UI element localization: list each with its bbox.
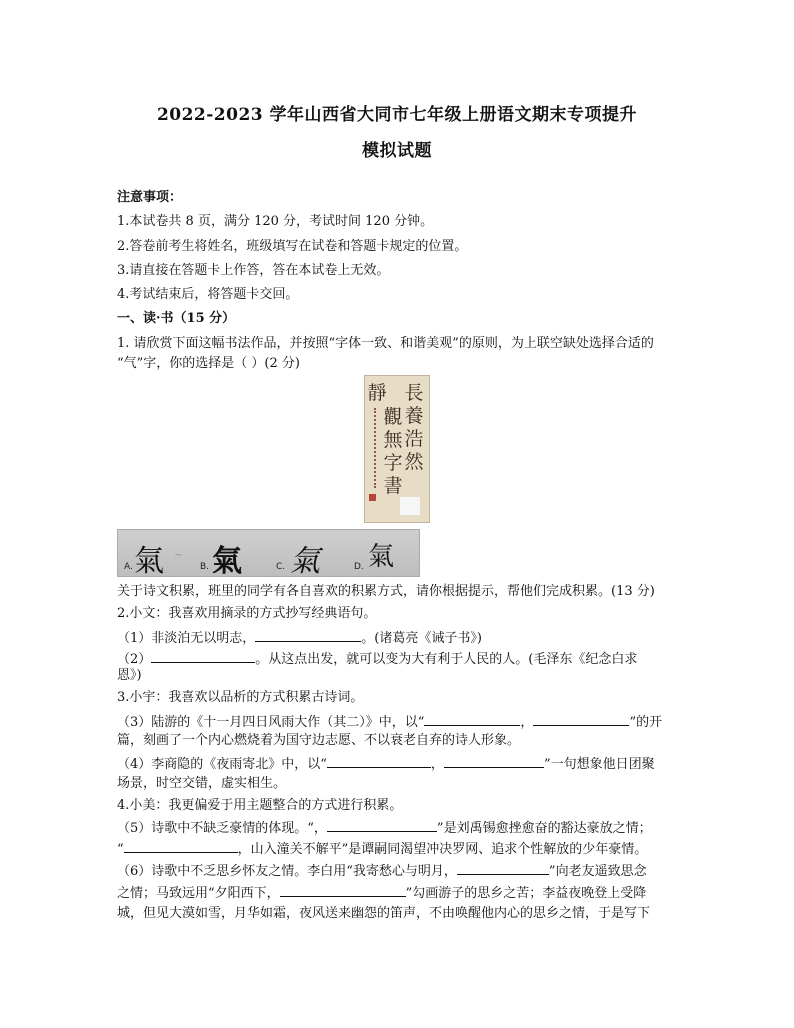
question-2-1 (117, 628, 687, 648)
answer-blank[interactable] (280, 883, 406, 897)
option-a-glyph: 氣 (134, 544, 164, 577)
answer-options-strip (117, 529, 420, 577)
calligraphy-right-column (403, 382, 425, 474)
question-2-2-cont: 恩》) (117, 668, 142, 683)
text-span: （3）陆游的《十一月四日风雨大作（其二）》中，以“ (117, 715, 425, 730)
question-3-4-cont: 场景，时空交错，虚实相生。 (117, 776, 287, 791)
question-2: 2.小文：我喜欢用摘录的方式抄写经典语句。 (117, 606, 377, 621)
calligraphy-char: 書 (383, 475, 403, 497)
calligraphy-char: 然 (404, 451, 424, 473)
notice-item: 4.考试结束后，将答题卡交回。 (117, 287, 299, 302)
answer-blank[interactable] (424, 712, 520, 726)
text-span: ”的开 (629, 715, 663, 730)
calligraphy-char: 無 (383, 429, 403, 451)
notice-item: 3.请直接在答题卡上作答，答在本试卷上无效。 (117, 263, 390, 278)
calligraphy-image (364, 375, 430, 523)
question-3-3-cont: 篇，刻画了一个内心燃烧着为国守边志愿、不以衰老自弃的诗人形象。 (117, 733, 521, 748)
option-d-label: D. (354, 562, 364, 572)
answer-blank[interactable] (151, 649, 255, 663)
text-span: （4）李商隐的《夜雨寄北》中，以“ (117, 757, 327, 772)
option-b-label: B. (200, 562, 210, 572)
text-span: 。从这点出发，就可以变为大有利于人民的人。(毛泽东《纪念白求 (255, 652, 638, 667)
question-1-line2: “气”字，你的选择是（ ）(2 分) (117, 356, 300, 371)
notice-heading: 注意事项： (117, 190, 183, 205)
intro-text: 关于诗文积累，班里的同学有各自喜欢的积累方式，请你根据提示，帮他们完成积累。(13 分) (117, 584, 655, 599)
option-a-label: A. (124, 562, 133, 572)
question-3: 3.小宇：我喜欢以品析的方式积累古诗词。 (117, 690, 364, 705)
calligraphy-signature (374, 408, 379, 488)
missing-character-slot (400, 497, 420, 515)
text-span: ，山入潼关不解平”是谭嗣同渴望冲决罗网、追求个性解放的少年豪情。 (237, 842, 648, 857)
answer-blank[interactable] (533, 712, 629, 726)
answer-blank[interactable] (327, 818, 437, 832)
notice-item: 1.本试卷共 8 页，满分 120 分，考试时间 120 分钟。 (117, 214, 434, 229)
document-title-line1: 2022-2023 学年山西省大同市七年级上册语文期末专项提升 (156, 105, 638, 125)
option-c-glyph: 氣 (290, 544, 320, 577)
answer-blank[interactable] (457, 861, 549, 875)
calligraphy-char: 長 (404, 382, 424, 404)
question-4-5-cont (117, 839, 687, 859)
text-span: ”勾画游子的思乡之苦；李益夜晚登上受降 (405, 886, 647, 901)
text-span: ”向老友遥致思念 (548, 864, 647, 879)
document-title-line2: 模拟试题 (362, 141, 432, 161)
text-span: 。(诸葛亮《诫子书》) (361, 631, 482, 646)
calligraphy-char: 字 (383, 452, 403, 474)
seal-stamp (369, 494, 376, 501)
text-span: ， (430, 757, 444, 772)
text-span: ， (520, 715, 534, 730)
question-4-5 (117, 818, 687, 838)
option-c-label: C. (276, 562, 286, 572)
text-span: “ (117, 842, 124, 857)
answer-blank[interactable] (327, 754, 431, 768)
answer-blank[interactable] (444, 754, 544, 768)
calligraphy-char: 養 (404, 405, 424, 427)
answer-blank[interactable] (124, 839, 238, 853)
answer-blank[interactable] (255, 628, 361, 642)
notice-item: 2.答卷前考生将姓名，班级填写在试卷和答题卡规定的位置。 (117, 239, 468, 254)
calligraphy-char: 浩 (404, 428, 424, 450)
question-3-4 (117, 754, 687, 774)
question-4-6-cont (117, 883, 687, 903)
text-span: （5）诗歌中不缺乏豪情的体现。“， (117, 821, 327, 836)
question-4-6-cont2: 城，但见大漠如雪，月华如霜，夜风送来幽怨的笛声，不由唤醒他内心的思乡之情，于是写下 (117, 906, 651, 921)
question-4-6 (117, 861, 687, 881)
option-b-glyph: 氣 (212, 544, 242, 577)
question-2-2 (117, 649, 687, 669)
text-span: ”是刘禹锡愈挫愈奋的豁达豪放之情； (436, 821, 652, 836)
calligraphy-char: 靜 (367, 382, 387, 404)
text-span: （2） (117, 652, 152, 667)
faint-background-text: ~ (174, 548, 184, 561)
text-span: （1）非淡泊无以明志， (117, 631, 256, 646)
text-span: ”一句想象他日团聚 (543, 757, 655, 772)
text-span: 之情；马致远用“夕阳西下， (117, 886, 280, 901)
section-heading: 一、读·书（15 分） (117, 311, 236, 326)
text-span: （6）诗歌中不乏思乡怀友之情。李白用“我寄愁心与明月， (117, 864, 457, 879)
calligraphy-middle-column (382, 406, 404, 498)
question-1-line1: 1. 请欣赏下面这幅书法作品，并按照“字体一致、和谐美观”的原则，为上联空缺处选择合适的 (117, 336, 654, 351)
option-d-glyph: 氣 (368, 542, 395, 572)
question-3-3 (117, 712, 687, 732)
calligraphy-left-column (366, 382, 388, 405)
calligraphy-char: 觀 (383, 406, 403, 428)
question-4: 4.小美：我更偏爱于用主题整合的方式进行积累。 (117, 798, 403, 813)
